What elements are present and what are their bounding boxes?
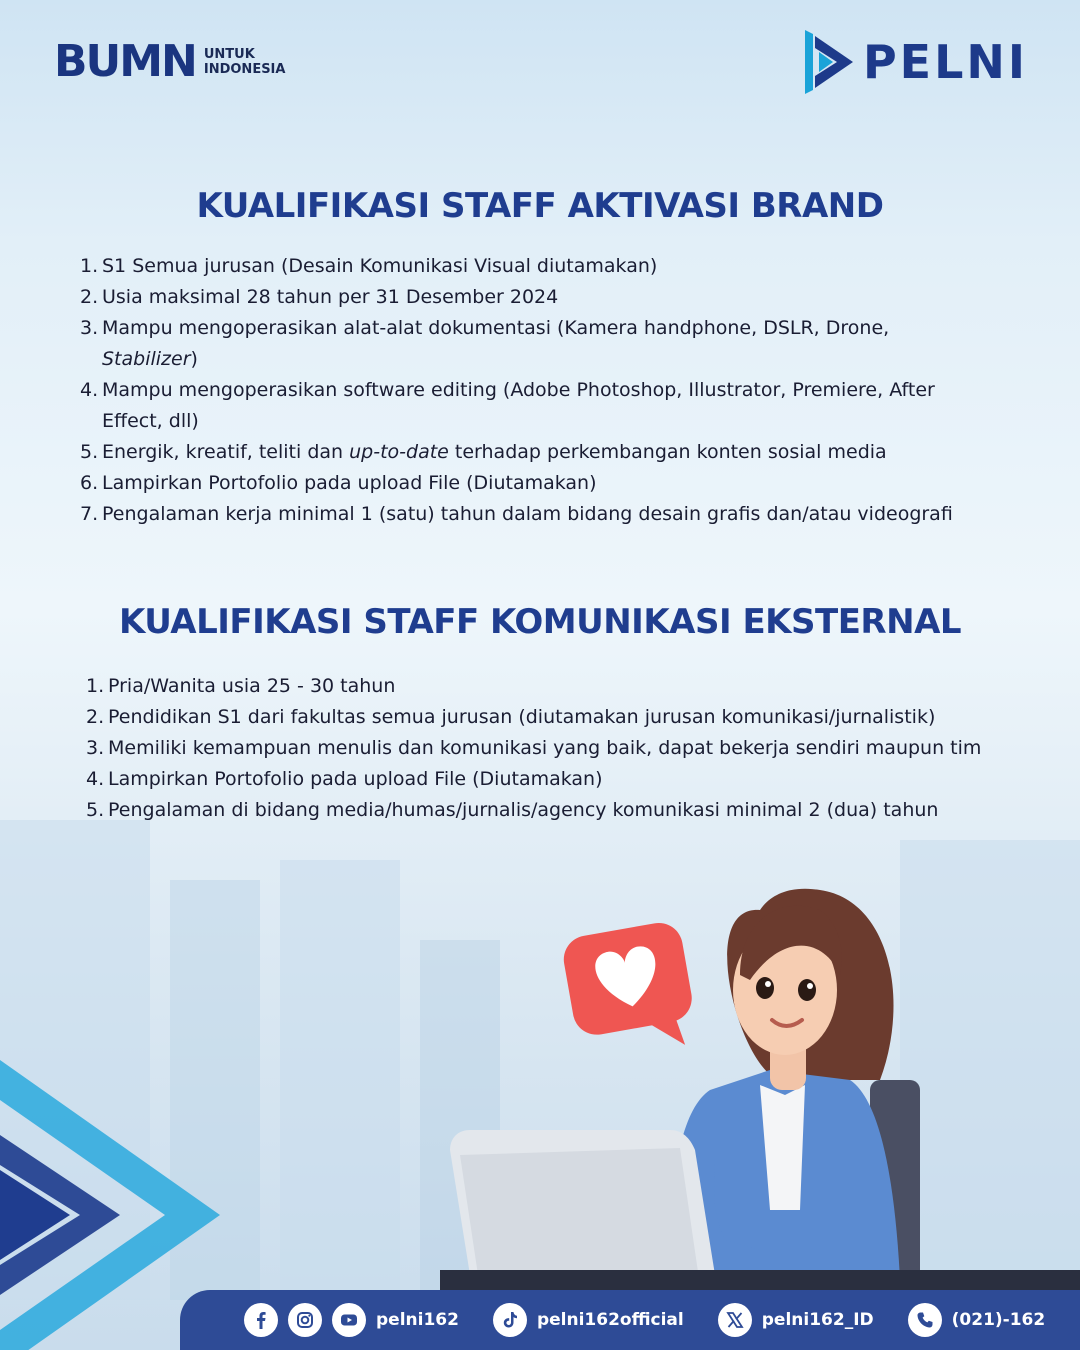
list-number: 5.	[80, 441, 99, 463]
section-title-aktivasi-brand: KUALIFIKASI STAFF AKTIVASI BRAND	[196, 186, 884, 226]
list-number: 5.	[86, 799, 105, 821]
woman-laptop-illustration	[440, 880, 1080, 1300]
bumn-logo	[54, 36, 286, 87]
list-text-part: Mampu mengoperasikan alat-alat dokumentasi (Kamera handphone, DSLR, Drone,	[102, 317, 890, 339]
list-text: Lampirkan Portofolio pada upload File (Diutamakan)	[102, 472, 597, 494]
qualification-list-komunikasi-eksternal	[86, 671, 1026, 826]
list-text: Memiliki kemampuan menulis dan komunikasi yang baik, dapat bekerja sendiri maupun tim	[108, 737, 982, 759]
list-text-part: terhadap perkembangan konten sosial media	[448, 441, 887, 463]
section-title-komunikasi-eksternal: KUALIFIKASI STAFF KOMUNIKASI EKSTERNAL	[118, 602, 962, 642]
list-item	[80, 437, 980, 468]
list-item	[80, 375, 980, 437]
phone-icon[interactable]	[908, 1303, 942, 1337]
pelni-emblem-icon	[803, 28, 855, 96]
youtube-icon[interactable]	[332, 1303, 366, 1337]
list-number: 1.	[86, 675, 105, 697]
background-building	[280, 860, 400, 1300]
list-text: S1 Semua jurusan (Desain Komunikasi Visual diutamakan)	[102, 255, 658, 277]
list-text: Pengalaman di bidang media/humas/jurnalis/agency komunikasi minimal 2 (dua) tahun	[108, 799, 939, 821]
list-item	[86, 795, 1026, 826]
pelni-wordmark: PELNI	[862, 35, 1028, 89]
list-text: Usia maksimal 28 tahun per 31 Desember 2024	[102, 286, 559, 308]
list-number: 2.	[80, 286, 99, 308]
list-text-emphasis: Stabilizer	[102, 348, 191, 370]
list-number: 4.	[80, 379, 99, 401]
bumn-tagline-line2: INDONESIA	[203, 62, 286, 77]
list-number: 4.	[86, 768, 105, 790]
list-text-part: )	[190, 348, 198, 370]
list-text: Pendidikan S1 dari fakultas semua jurusan (diutamakan jurusan komunikasi/jurnalistik)	[108, 706, 936, 728]
tiktok-icon[interactable]	[493, 1303, 527, 1337]
tiktok-handle[interactable]: pelni162official	[536, 1310, 684, 1330]
list-item	[86, 702, 1026, 733]
list-number: 3.	[86, 737, 105, 759]
list-item	[80, 282, 980, 313]
qualification-list-aktivasi-brand	[80, 251, 980, 530]
list-number: 7.	[80, 503, 99, 525]
x-handle[interactable]: pelni162_ID	[761, 1310, 874, 1330]
list-item	[80, 468, 980, 499]
social-handle[interactable]: pelni162	[376, 1310, 459, 1330]
list-text-emphasis: up-to-date	[349, 441, 449, 463]
list-text: Pria/Wanita usia 25 - 30 tahun	[108, 675, 396, 697]
list-number: 1.	[80, 255, 99, 277]
list-item	[80, 251, 980, 282]
list-text-part: Energik, kreatif, teliti dan	[102, 441, 350, 463]
list-number: 6.	[80, 472, 99, 494]
list-item	[80, 313, 980, 375]
list-item	[80, 499, 980, 530]
list-item	[86, 764, 1026, 795]
list-text	[102, 437, 980, 468]
instagram-icon[interactable]	[288, 1303, 322, 1337]
pelni-logo	[803, 28, 1028, 96]
list-text: Pengalaman kerja minimal 1 (satu) tahun dalam bidang desain grafis dan/atau videografi	[102, 503, 953, 525]
bumn-tagline	[204, 47, 286, 77]
list-text: Mampu mengoperasikan software editing (Adobe Photoshop, Illustrator, Premiere, After Effect, dll)	[102, 379, 935, 432]
list-number: 3.	[80, 317, 99, 339]
bumn-wordmark: BUMN	[54, 36, 196, 87]
bumn-tagline-line1: UNTUK	[203, 47, 255, 62]
list-item	[86, 671, 1026, 702]
list-text: Lampirkan Portofolio pada upload File (Diutamakan)	[108, 768, 603, 790]
x-icon[interactable]	[718, 1303, 752, 1337]
list-item	[86, 733, 1026, 764]
phone-number[interactable]: (021)-162	[951, 1310, 1046, 1330]
list-number: 2.	[86, 706, 105, 728]
facebook-icon[interactable]	[244, 1303, 278, 1337]
footer-social-bar	[180, 1290, 1080, 1350]
list-text	[102, 313, 980, 375]
